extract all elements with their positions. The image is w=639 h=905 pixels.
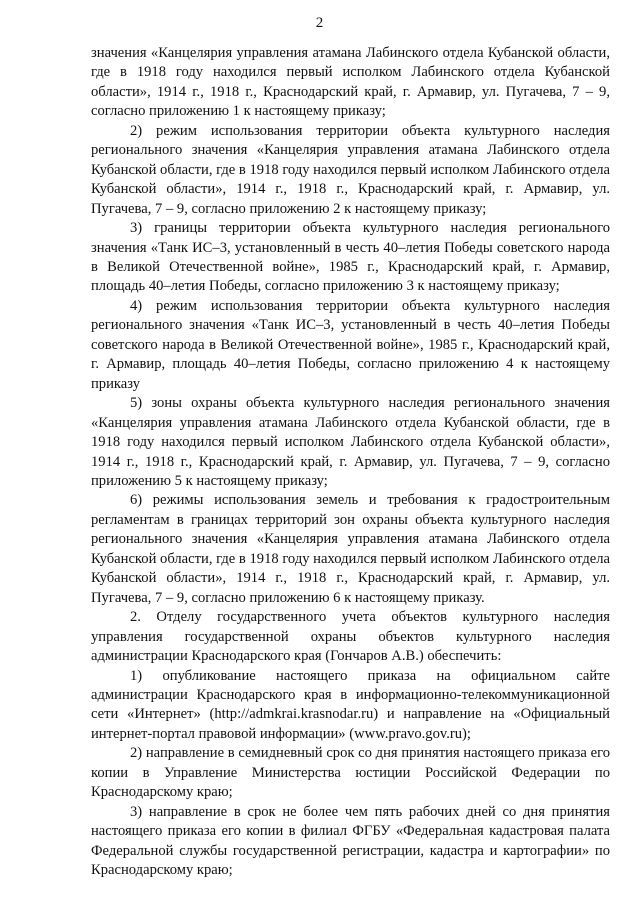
- page-number: 2: [315, 15, 324, 31]
- paragraph-continuation: значения «Канцелярия управления атамана Лабинского отдела Кубанской области, где в 1918 году находился первый исполком Лабинского отдела Кубанской области», 1914 г., 1918 г., Краснодарский край, г. Армавир, ул. Пугачева, 7 – 9, согласно приложению 1 к настоящему приказу;: [91, 45, 610, 120]
- paragraph-item-6-land-use-regimes: 6) режимы использования земель и требования к градостроительным регламентам в границах территорий зон охраны объекта культурного наследия регионального значения «Канцелярия управления атамана Лабинского отдела Кубанской области, где в 1918 году находился первый исполком Лабинского отдела Кубанской области», 1914 г., 1918 г., Краснодарский край, г. Армавир, ул. Пугачева, 7 – 9, согласно приложению 6 к настоящему приказу.: [91, 492, 610, 606]
- paragraph-subitem-1-publication: 1) опубликование настоящего приказа на официальном сайте администрации Краснодарского края в информационно-телекоммуникационной сети «Интернет» (http://admkrai.krasnodar.ru) и направление на «Официальный интернет-портал правовой информации» (www.pravo.gov.ru);: [91, 667, 610, 742]
- document-body: [91, 44, 610, 880]
- paragraph-subitem-2-ministry-copy: 2) направление в семидневный срок со дня принятия настоящего приказа его копии в Управление Министерства юстиции Российской Федерации по Краснодарскому краю;: [91, 745, 610, 801]
- paragraph-item-4-tank-usage-regime: 4) режим использования территории объекта культурного наследия регионального значения «Танк ИС–3, установленный в честь 40–летия Победы советского народа в Великой Отечественной войне», 1985 г., Краснодарский край, г. Армавир, площадь 40–летия Победы, согласно приложению 4 к настоящему приказу: [91, 297, 610, 392]
- paragraph-section-2-department: 2. Отделу государственного учета объектов культурного наследия управления государственной охраны объектов культурного наследия администрации Краснодарского края (Гончаров А.В.) обеспечить:: [91, 609, 610, 665]
- paragraph-item-2-usage-regime: 2) режим использования территории объекта культурного наследия регионального значения «Канцелярия управления атамана Лабинского отдела Кубанской области, где в 1918 году находился первый исполком Лабинского отдела Кубанской области», 1914 г., 1918 г., Краснодарский край, г. Армавир, ул. Пугачева, 7 – 9, согласно приложению 2 к настоящему приказу;: [91, 122, 610, 217]
- paragraph-item-5-protection-zones: 5) зоны охраны объекта культурного наследия регионального значения «Канцелярия управления атамана Лабинского отдела Кубанской области, где в 1918 году находился первый исполком Лабинского отдела Кубанской области», 1914 г., 1918 г., Краснодарский край, г. Армавир, ул. Пугачева, 7 – 9, согласно приложению 5 к настоящему приказу;: [91, 395, 610, 489]
- paragraph-item-3-tank-boundaries: 3) границы территории объекта культурного наследия регионального значения «Танк ИС–3, установленный в честь 40–летия Победы советского народа в Великой Отечественной войне», 1985 г., Краснодарский край, г. Армавир, площадь 40–летия Победы, согласно приложению 3 к настоящему приказу;: [91, 220, 610, 295]
- paragraph-subitem-3-cadastral-copy: 3) направление в срок не более чем пять рабочих дней со дня принятия настоящего приказа его копии в филиал ФГБУ «Федеральная кадастровая палата Федеральной службы государственной регистрации, кадастра и картографии» по Краснодарскому краю;: [91, 803, 610, 879]
